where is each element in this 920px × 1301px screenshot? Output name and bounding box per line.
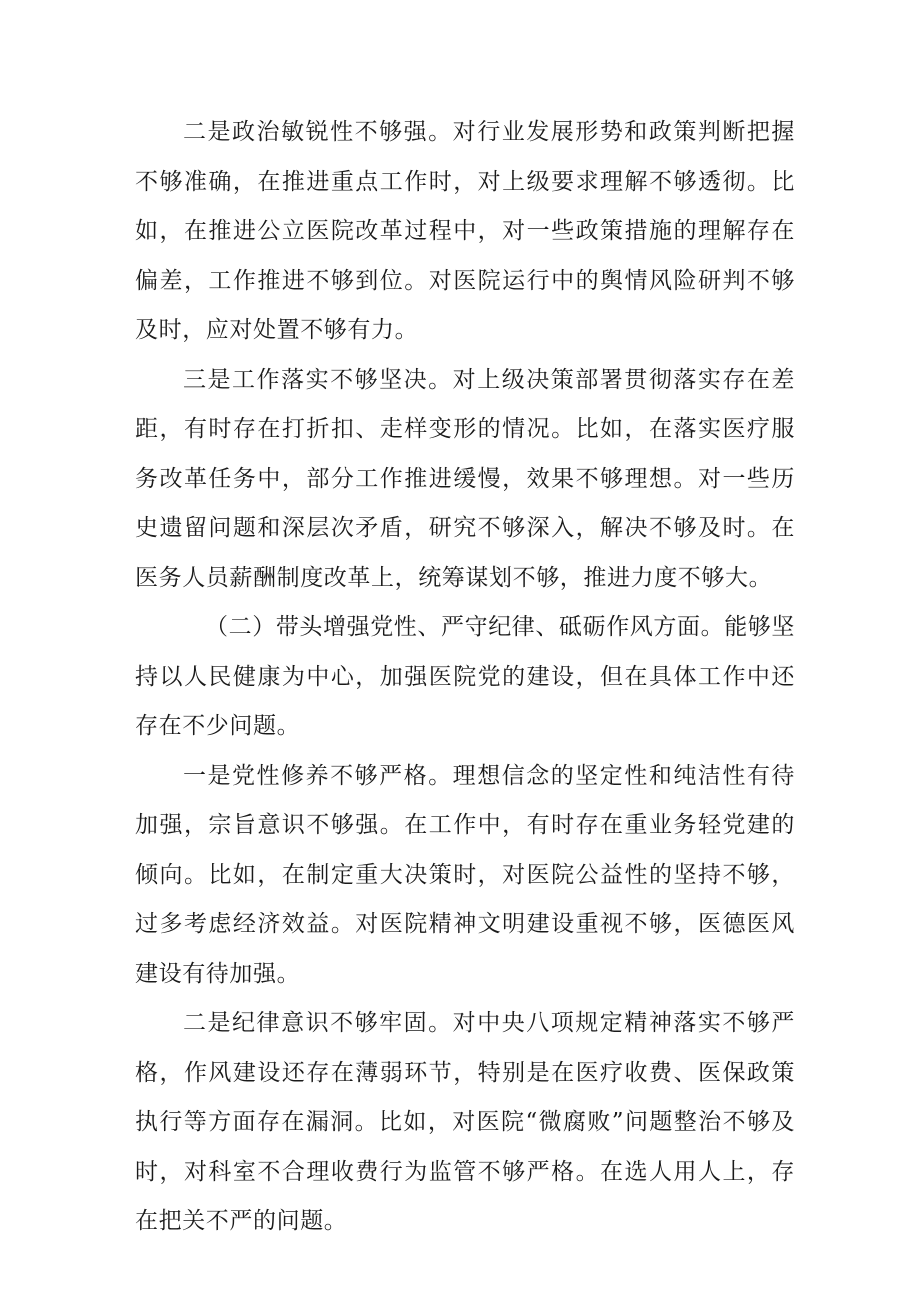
paragraph-section-two-heading: （二）带头增强党性、严守纪律、砥砺作风方面。能够坚持以人民健康为中心，加强医院党的建设，但在具体工作中还存在不少问题。 xyxy=(135,614,795,739)
paragraph-discipline-awareness: 二是纪律意识不够牢固。对中央八项规定精神落实不够严格，作风建设还存在薄弱环节，特别是在医疗收费、医保政策执行等方面存在漏洞。比如，对医院“微腐败”问题整治不够及时，对科室不合理收费行为监管不够严格。在选人用人上，存在把关不严的问题。 xyxy=(135,1010,795,1234)
paragraph-work-implementation: 三是工作落实不够坚决。对上级决策部署贯彻落实存在差距，有时存在打折扣、走样变形的情况。比如，在落实医疗服务改革任务中，部分工作推进缓慢，效果不够理想。对一些历史遗留问题和深层次矛盾，研究不够深入，解决不够及时。在医务人员薪酬制度改革上，统筹谋划不够，推进力度不够大。 xyxy=(135,366,795,591)
paragraph-party-cultivation: 一是党性修养不够严格。理想信念的坚定性和纯洁性有待加强，宗旨意识不够强。在工作中，有时存在重业务轻党建的倾向。比如，在制定重大决策时，对医院公益性的坚持不够，过多考虑经济效益。对医院精神文明建设重视不够，医德医风建设有待加强。 xyxy=(135,762,795,987)
paragraph-political-sensitivity: 二是政治敏锐性不够强。对行业发展形势和政策判断把握不够准确，在推进重点工作时，对上级要求理解不够透彻。比如，在推进公立医院改革过程中，对一些政策措施的理解存在偏差，工作推进不够到位。对医院运行中的舆情风险研判不够及时，应对处置不够有力。 xyxy=(135,119,795,343)
document-body xyxy=(135,108,795,1247)
